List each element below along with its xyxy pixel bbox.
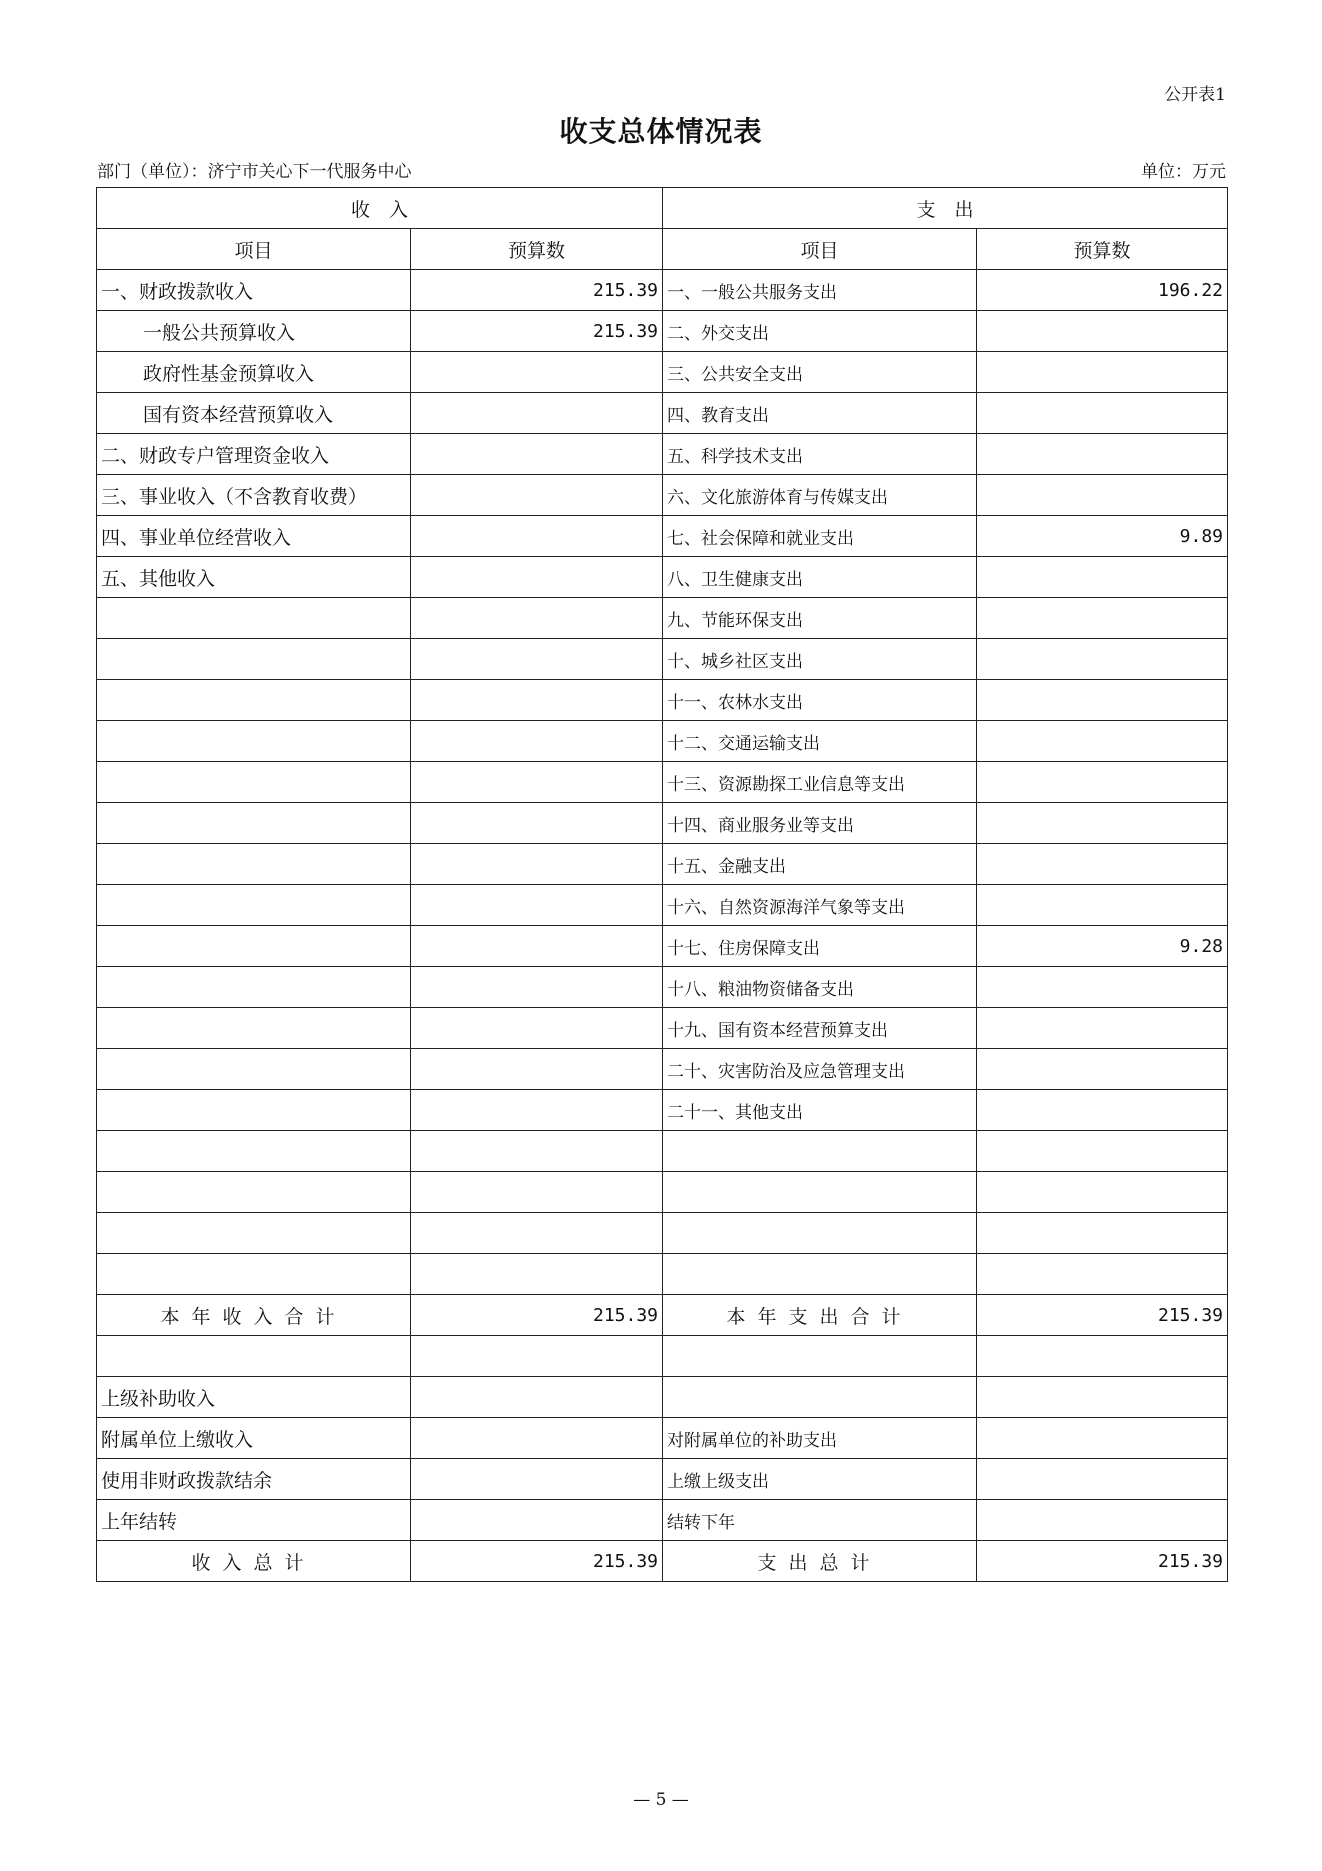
expense-budget-cell [977, 393, 1228, 434]
income-budget-cell [411, 434, 663, 475]
expense-item-cell [663, 1254, 977, 1295]
expense-item-cell: 七、社会保障和就业支出 [663, 516, 977, 557]
table-row [97, 1008, 1228, 1049]
income-item-cell: 五、其他收入 [97, 557, 411, 598]
table-row [97, 639, 1228, 680]
income-item-cell [97, 1131, 411, 1172]
expense-section-header: 支 出 [663, 188, 1228, 229]
income-item-cell: 上级补助收入 [97, 1377, 411, 1418]
income-budget-cell [411, 721, 663, 762]
income-budget-cell [411, 557, 663, 598]
expense-item-cell: 对附属单位的补助支出 [663, 1418, 977, 1459]
income-budget-cell [411, 1213, 663, 1254]
expense-budget-cell: 215.39 [977, 1541, 1228, 1582]
income-item-cell [97, 1213, 411, 1254]
income-item-cell: 收入总计 [97, 1541, 411, 1582]
expense-budget-cell [977, 639, 1228, 680]
income-budget-cell: 215.39 [411, 1295, 663, 1336]
expense-budget-cell [977, 1500, 1228, 1541]
income-budget-cell [411, 1254, 663, 1295]
expense-item-cell: 二、外交支出 [663, 311, 977, 352]
table-row [97, 598, 1228, 639]
income-item-cell: 国有资本经营预算收入 [97, 393, 411, 434]
income-item-cell [97, 803, 411, 844]
table-row [97, 721, 1228, 762]
income-budget-cell [411, 1500, 663, 1541]
income-section-header: 收 入 [97, 188, 663, 229]
table-row [97, 1418, 1228, 1459]
expense-budget-cell [977, 1377, 1228, 1418]
income-budget-cell: 215.39 [411, 311, 663, 352]
expense-budget-cell [977, 1090, 1228, 1131]
department-label: 部门（单位）：济宁市关心下一代服务中心 [97, 162, 412, 182]
income-budget-cell [411, 844, 663, 885]
expense-item-cell: 二十一、其他支出 [663, 1090, 977, 1131]
table-row [97, 393, 1228, 434]
expense-item-cell: 二十、灾害防治及应急管理支出 [663, 1049, 977, 1090]
table-row [97, 885, 1228, 926]
expense-item-cell: 十八、粮油物资储备支出 [663, 967, 977, 1008]
expense-budget-cell [977, 680, 1228, 721]
expense-budget-cell [977, 557, 1228, 598]
income-budget-cell [411, 393, 663, 434]
table-row [97, 1049, 1228, 1090]
expense-budget-cell [977, 1049, 1228, 1090]
table-row [97, 1459, 1228, 1500]
page-title: 收支总体情况表 [559, 115, 763, 148]
expense-item-cell: 结转下年 [663, 1500, 977, 1541]
income-item-cell [97, 1172, 411, 1213]
expense-budget-cell [977, 844, 1228, 885]
expense-item-cell: 十七、住房保障支出 [663, 926, 977, 967]
expense-budget-cell [977, 1008, 1228, 1049]
expense-budget-cell [977, 598, 1228, 639]
income-budget-cell [411, 352, 663, 393]
expense-item-cell: 十一、农林水支出 [663, 680, 977, 721]
expense-item-cell [663, 1131, 977, 1172]
expense-item-cell: 十六、自然资源海洋气象等支出 [663, 885, 977, 926]
income-budget-cell [411, 885, 663, 926]
income-item-cell [97, 967, 411, 1008]
expense-budget-cell: 215.39 [977, 1295, 1228, 1336]
expense-item-cell: 十五、金融支出 [663, 844, 977, 885]
expense-budget-cell [977, 762, 1228, 803]
table-row [97, 1090, 1228, 1131]
table-row [97, 762, 1228, 803]
income-budget-cell [411, 1377, 663, 1418]
income-item-cell: 本年收入合计 [97, 1295, 411, 1336]
expense-item-cell: 十九、国有资本经营预算支出 [663, 1008, 977, 1049]
expense-budget-cell [977, 434, 1228, 475]
table-row [97, 557, 1228, 598]
income-item-cell: 使用非财政拨款结余 [97, 1459, 411, 1500]
table-row [97, 1131, 1228, 1172]
income-item-cell [97, 1090, 411, 1131]
table-row [97, 1377, 1228, 1418]
expense-item-cell [663, 1336, 977, 1377]
expense-item-cell: 八、卫生健康支出 [663, 557, 977, 598]
income-budget-cell [411, 1131, 663, 1172]
expense-budget-cell [977, 1418, 1228, 1459]
expense-item-cell: 支出总计 [663, 1541, 977, 1582]
income-budget-cell [411, 803, 663, 844]
expense-item-cell: 一、一般公共服务支出 [663, 270, 977, 311]
income-budget-cell: 215.39 [411, 1541, 663, 1582]
expense-item-cell [663, 1377, 977, 1418]
expense-budget-cell [977, 1459, 1228, 1500]
income-budget-cell [411, 639, 663, 680]
table-row [97, 926, 1228, 967]
income-budget-cell [411, 1090, 663, 1131]
income-item-cell: 二、财政专户管理资金收入 [97, 434, 411, 475]
income-budget-cell [411, 1172, 663, 1213]
expense-item-cell: 上缴上级支出 [663, 1459, 977, 1500]
income-budget-cell [411, 762, 663, 803]
income-budget-cell [411, 967, 663, 1008]
income-item-cell: 一、财政拨款收入 [97, 270, 411, 311]
table-row [97, 680, 1228, 721]
income-item-cell [97, 1008, 411, 1049]
expense-item-cell: 四、教育支出 [663, 393, 977, 434]
expense-item-cell: 十三、资源勘探工业信息等支出 [663, 762, 977, 803]
expense-budget-cell [977, 352, 1228, 393]
unit-label: 单位：万元 [1141, 162, 1226, 182]
table-row [97, 475, 1228, 516]
income-budget-cell [411, 1459, 663, 1500]
expense-budget-cell [977, 885, 1228, 926]
income-item-cell [97, 762, 411, 803]
expense-budget-cell [977, 803, 1228, 844]
income-item-cell: 上年结转 [97, 1500, 411, 1541]
income-item-cell: 四、事业单位经营收入 [97, 516, 411, 557]
expense-budget-cell [977, 311, 1228, 352]
income-item-cell [97, 844, 411, 885]
income-item-cell: 附属单位上缴收入 [97, 1418, 411, 1459]
expense-item-cell [663, 1213, 977, 1254]
income-item-cell [97, 926, 411, 967]
expense-budget-cell [977, 1254, 1228, 1295]
income-budget-cell [411, 1008, 663, 1049]
expense-item-cell: 三、公共安全支出 [663, 352, 977, 393]
table-row [97, 803, 1228, 844]
income-item-cell [97, 885, 411, 926]
page-number: — 5 — [633, 1790, 689, 1810]
table-row [97, 352, 1228, 393]
income-budget-cell [411, 1418, 663, 1459]
expense-budget-cell [977, 1131, 1228, 1172]
table-row [97, 1172, 1228, 1213]
table-row [97, 1336, 1228, 1377]
income-budget-cell: 215.39 [411, 270, 663, 311]
expense-item-cell: 十四、商业服务业等支出 [663, 803, 977, 844]
table-row [97, 1295, 1228, 1336]
expense-budget-cell: 196.22 [977, 270, 1228, 311]
income-item-cell [97, 639, 411, 680]
table-row [97, 1213, 1228, 1254]
income-item-header: 项目 [97, 229, 411, 270]
expense-budget-cell [977, 475, 1228, 516]
table-row [97, 1254, 1228, 1295]
expense-budget-cell [977, 967, 1228, 1008]
table-row [97, 270, 1228, 311]
income-item-cell: 三、事业收入（不含教育收费） [97, 475, 411, 516]
income-item-cell [97, 1336, 411, 1377]
table-row [97, 967, 1228, 1008]
expense-item-cell: 十二、交通运输支出 [663, 721, 977, 762]
expense-budget-cell [977, 1213, 1228, 1254]
expense-budget-cell [977, 1172, 1228, 1213]
expense-item-cell: 本年支出合计 [663, 1295, 977, 1336]
income-item-cell [97, 598, 411, 639]
income-budget-cell [411, 926, 663, 967]
expense-item-cell: 九、节能环保支出 [663, 598, 977, 639]
expense-budget-cell [977, 1336, 1228, 1377]
income-budget-header: 预算数 [411, 229, 663, 270]
table-row [97, 1500, 1228, 1541]
income-budget-cell [411, 475, 663, 516]
expense-item-header: 项目 [663, 229, 977, 270]
income-item-cell: 一般公共预算收入 [97, 311, 411, 352]
table-row [97, 1541, 1228, 1582]
expense-item-cell: 六、文化旅游体育与传媒支出 [663, 475, 977, 516]
income-budget-cell [411, 516, 663, 557]
expense-budget-cell: 9.89 [977, 516, 1228, 557]
table-row [97, 844, 1228, 885]
income-budget-cell [411, 598, 663, 639]
income-item-cell: 政府性基金预算收入 [97, 352, 411, 393]
income-item-cell [97, 721, 411, 762]
expense-item-cell [663, 1172, 977, 1213]
expense-budget-cell [977, 721, 1228, 762]
income-budget-cell [411, 1049, 663, 1090]
table-row [97, 434, 1228, 475]
income-item-cell [97, 1254, 411, 1295]
expense-item-cell: 五、科学技术支出 [663, 434, 977, 475]
income-item-cell [97, 1049, 411, 1090]
income-budget-cell [411, 1336, 663, 1377]
expense-budget-header: 预算数 [977, 229, 1228, 270]
budget-table [96, 187, 1228, 1582]
income-item-cell [97, 680, 411, 721]
expense-budget-cell: 9.28 [977, 926, 1228, 967]
table-row [97, 516, 1228, 557]
table-row [97, 311, 1228, 352]
income-budget-cell [411, 680, 663, 721]
form-number: 公开表1 [1164, 85, 1226, 105]
expense-item-cell: 十、城乡社区支出 [663, 639, 977, 680]
